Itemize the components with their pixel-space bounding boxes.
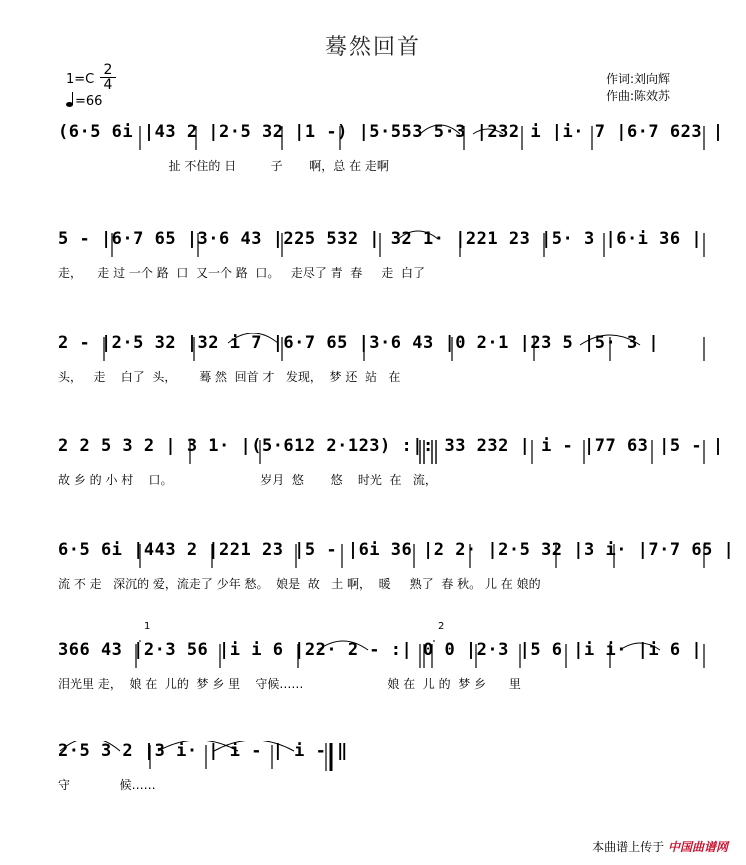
lyrics: 泪光里 走， 娘 在 儿的 梦 乡 里 守候…… 娘 在 儿 的 梦 乡 里 (58, 677, 521, 691)
lyrics: 扯 不住的 日 子 啊，总 在 走啊 (58, 159, 389, 173)
music-line (0, 122, 746, 182)
notation: (6·5 6i |43 2 |2·5 32 |1 -) |5·553 5·3 |232 i |i· 7 |6·7 623 | (58, 122, 724, 142)
tempo-value: =66 (75, 94, 103, 109)
music-line (0, 436, 746, 496)
time-signature (100, 63, 116, 92)
notation: 366 43 |2·3 56 |i i 6 |22· 2 - :| 0 0 |2·3 |5 6 |i i· |i 6 | (58, 640, 703, 660)
composer: 作曲:陈效苏 (606, 89, 671, 103)
lyricist: 作词:刘向辉 (606, 72, 671, 86)
lyrics: 头， 走 白了 头， 蓦 然 回首 才 发现， 梦 还 站 在 (58, 370, 401, 384)
time-sig-top: 2 (100, 63, 116, 78)
notation: 2 - |2·5 32 |32 i 7 |6·7 65 |3·6 43 |0 2·1 |23 5 |5· 3 | (58, 333, 660, 353)
music-line (0, 333, 746, 393)
notation: 6·5 6i |443 2 |221 23 |5 - |6i 36 |2 2· |2·5 32 |3 i· |7·7 65 | (58, 540, 735, 560)
notation: 2 2 5 3 2 | 3 1· |(5·612 2·123) :|: 33 232 | i - |77 63 |5 - | (58, 436, 724, 456)
volta-2: 2 (438, 621, 445, 632)
lyrics: 流 不 走 深沉的 爱，流走了 少年 愁。 娘是 故 土 啊， 暖 熟了 春 秋。 儿 在 娘的 (58, 577, 541, 591)
notation: 5 - |6·7 65 |3·6 43 |225 532 | 32 1· |221 23 |5· 3 |6·i 36 | (58, 229, 703, 249)
music-line (0, 741, 746, 801)
volta-1: 1 (144, 621, 151, 632)
music-line (0, 229, 746, 289)
song-title: 蓦然回首 (324, 35, 421, 60)
credits (606, 71, 670, 105)
tempo-marking (66, 93, 102, 109)
notation: 2·5 3 2 |3 i· | i - | i - ‖ (58, 741, 348, 761)
lyrics: 守 候…… (58, 778, 156, 792)
quarter-note-icon (66, 93, 75, 107)
time-sig-bottom: 4 (103, 77, 113, 93)
footer-text: 本曲谱上传于 (592, 840, 665, 854)
lyrics: 故 乡 的 小 村 口。 岁月 悠 悠 时光 在 流， (58, 473, 437, 487)
footer (592, 838, 728, 855)
music-line (0, 540, 746, 600)
lyrics: 走， 走 过 一个 路 口 又一个 路 口。 走尽了 青 春 走 白了 (58, 266, 425, 280)
key-signature: 1=C (66, 72, 95, 87)
music-line (0, 621, 746, 700)
site-logo[interactable]: 中国曲谱网 (667, 840, 728, 854)
